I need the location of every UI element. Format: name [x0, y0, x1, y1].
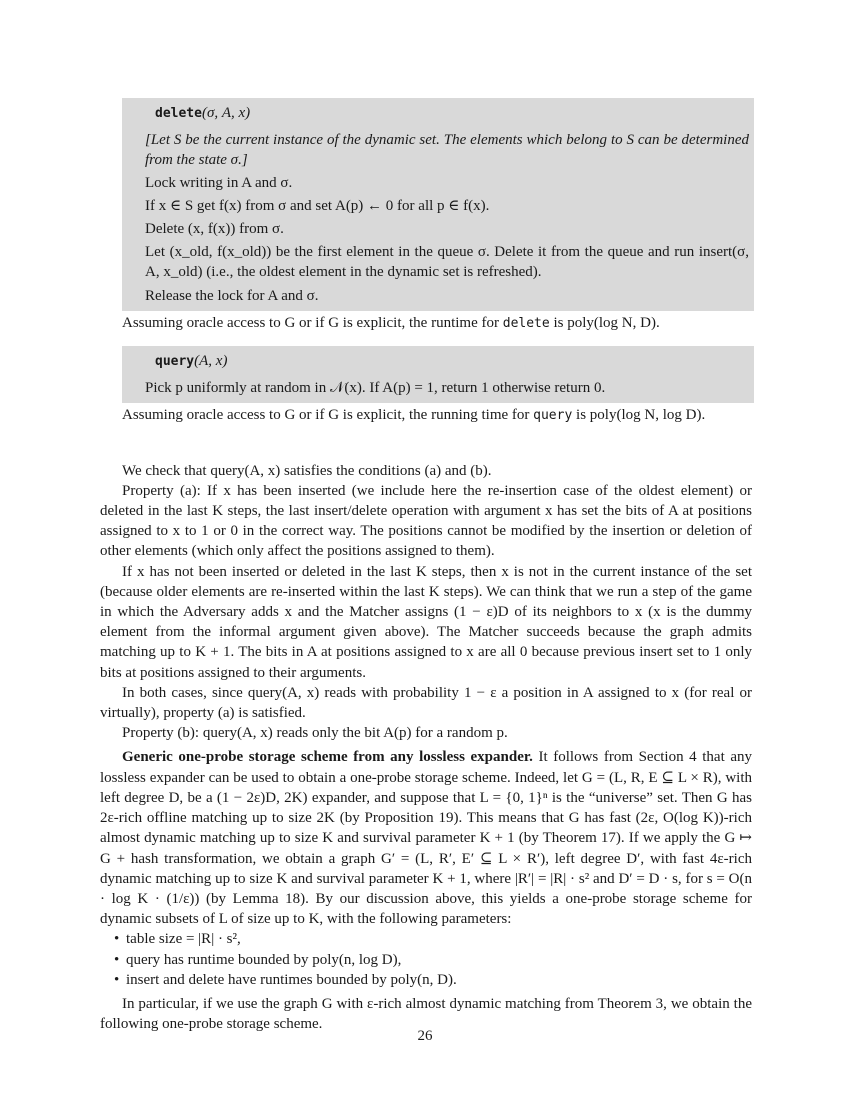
paragraph-generic-scheme: Generic one-probe storage scheme from any lossless expander. It follows from Section 4 that any lossless expander can be used to obtain a one-probe storage scheme. Indeed, let G = (L, R, E ⊆ L × R), with left degree D, be a (1 − 2ε)D, 2K) expander, and suppose that L = {0, 1}ⁿ is the “universe” set. Then G has 2ε-rich offline matching up to size 2K (by Proposition 19). This means that G has fast (2ε, O(log K))-rich almost dynamic matching up to size K and survival parameter K + 1 (by Theorem 17). If we apply the G ↦ G + hash transformation, we obtain a graph G′ = (L, R′, E′ ⊆ L × R′), left degree D′, with fast 4ε-rich dynamic matching up to size K and survival parameter K + 1, where |R′| = |R| · s² and D′ = D · s, for s = O(n · log K · (1/ε)) (by Lemma 18). By our discussion above, this yields a one-probe storage scheme for dynamic subsets of L of size up to K, with the following parameters:	[100, 749, 753, 928]
delete-line-2: If x ∈ S get f(x) from σ and set A(p) ← 0 for all p ∈ f(x).	[145, 197, 490, 214]
query-code: query	[533, 408, 573, 424]
delete-code: delete	[502, 315, 550, 331]
delete-header-code: delete	[155, 106, 202, 121]
page-number: 26	[417, 1028, 433, 1044]
paragraph-property-a: Property (a): If x has been inserted (we include here the re-insertion case of the oldest element) or deleted in the last K steps, the last insert/delete operation with argument x has set the bits of A at positions assigned to x to 1 or 0 in the correct way. The positions cannot be modified by the insertion or deletion of other elements (which only affect the positions assigned to them).	[100, 482, 752, 560]
bullet-insert-delete-runtime: • insert and delete have runtimes bounded by poly(n, D).	[114, 970, 752, 990]
paragraph-both-cases: In both cases, since query(A, x) reads with probability 1 − ε a position in A assigned to x (for real or virtually), property (a) is satisfied.	[100, 684, 752, 722]
bullet-table-size: • table size = |R| · s²,	[114, 929, 752, 949]
query-header-code: query	[155, 354, 195, 370]
query-algorithm-box	[122, 346, 754, 403]
query-header	[145, 351, 749, 372]
delete-line-5: Release the lock for A and σ.	[145, 287, 319, 304]
bullet-query-runtime: • query has runtime bounded by poly(n, log D),	[114, 950, 752, 970]
query-header-args: (A, x)	[194, 353, 228, 370]
delete-runtime-note: Assuming oracle access to G or if G is explicit, the runtime for delete is poly(log N, D).	[122, 314, 660, 331]
paragraph-in-particular: In particular, if we use the graph G with ε-rich almost dynamic matching from Theorem 3, we obtain the following one-probe storage scheme.	[100, 995, 752, 1033]
bullet-dot: •	[114, 971, 120, 988]
delete-line-3: Delete (x, f(x)) from σ.	[145, 221, 284, 238]
query-runtime-note: Assuming oracle access to G or if G is explicit, the running time for query is poly(log N, log D).	[122, 407, 706, 424]
generic-scheme-heading: Generic one-probe storage scheme from any lossless expander.	[122, 749, 533, 766]
delete-line-1: Lock writing in A and σ.	[145, 174, 293, 191]
delete-algorithm-box	[122, 98, 754, 311]
bullet-dot: •	[114, 951, 120, 968]
bullet-dot: •	[114, 931, 120, 948]
delete-comment: [Let S be the current instance of the dynamic set. The elements which belong to S can be determined from the state σ.]	[145, 132, 749, 169]
paragraph-property-b: Property (b): query(A, x) reads only the bit A(p) for a random p.	[122, 725, 508, 742]
page-content	[100, 98, 752, 1034]
paragraph-not-inserted: If x has not been inserted or deleted in the last K steps, then x is not in the current instance of the set (because older elements are re-inserted within the last K steps). We can think that we run a step of the game in which the Adversary adds x and the Matcher assigns (1 − ε)D of its neighbors to x (x is the dummy element from the informal argument given above). The Matcher succeeds because the graph admits matching up to K + 1. The bits in A at positions assigned to x are all 0 because previous insert set to 1 only bits at positions assigned to their arguments.	[100, 563, 752, 681]
delete-header-args: (σ, A, x)	[201, 105, 251, 121]
paragraph-check: We check that query(A, x) satisfies the conditions (a) and (b).	[122, 462, 492, 479]
delete-line-4: Let (x_old, f(x_old)) be the first element in the queue σ. Delete it from the queue and run insert(σ, A, x_old) (i.e., the oldest element in the dynamic set is refreshed).	[145, 244, 749, 281]
query-line: Pick p uniformly at random in 𝒩(x). If A(p) = 1, return 1 otherwise return 0.	[145, 380, 606, 397]
delete-header	[145, 103, 749, 124]
